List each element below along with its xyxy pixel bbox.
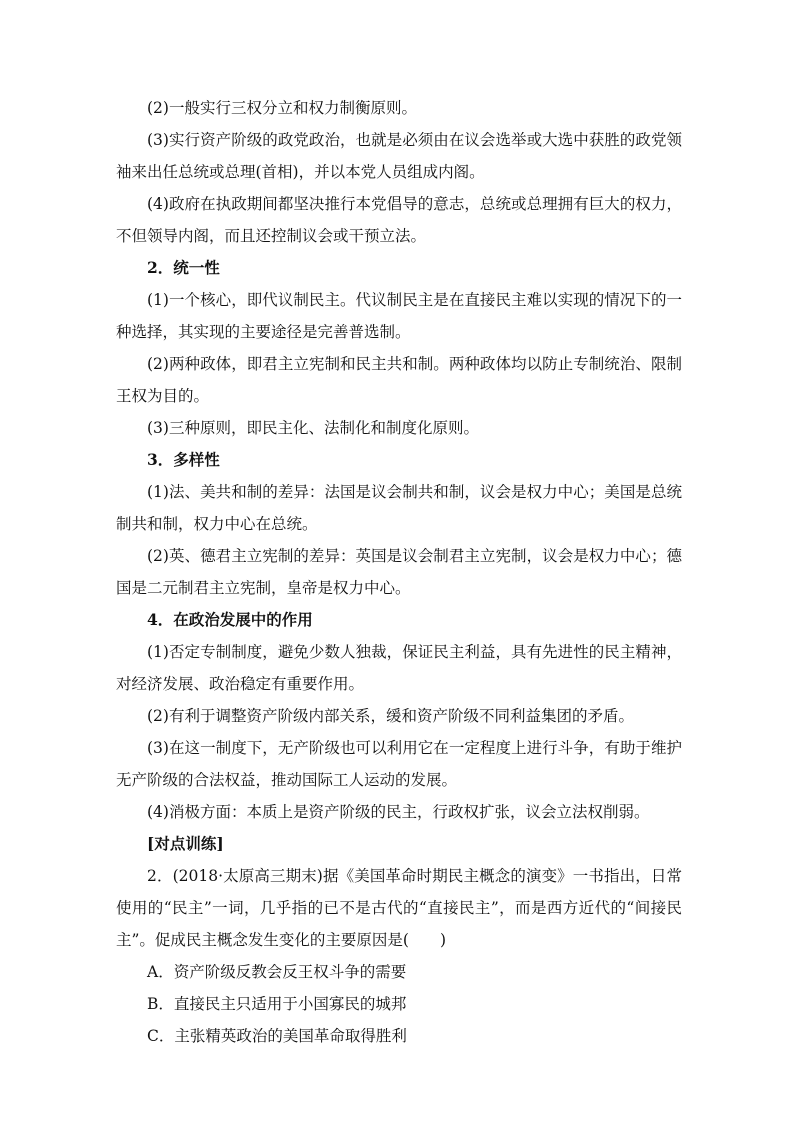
paragraph: (4)消极方面：本质上是资产阶级的民主，行政权扩张，议会立法权削弱。 (147, 803, 650, 821)
paragraph: (3)在这一制度下，无产阶级也可以利用它在一定程度上进行斗争，有助于维护无产阶级的合法权益，推动国际工人运动的发展。 (116, 739, 682, 789)
question-stem: 2．(2018·太原高三期末)据《美国革命时期民主概念的演变》一书指出，日常使用的“民主”一词，几乎指的已不是古代的“直接民主”，而是西方近代的“间接民主”。促成民主概念发生变化的主要原因是( ) (116, 867, 682, 949)
paragraph: (3)三种原则，即民主化、法制化和制度化原则。 (147, 419, 479, 437)
paragraph: (3)实行资产阶级的政党政治，也就是必须由在议会选举或大选中获胜的政党领袖来出任总统或总理(首相)，并以本党人员组成内阁。 (116, 131, 682, 181)
section-heading: 3．多样性 (147, 450, 220, 469)
paragraph: (1)否定专制制度，避免少数人独裁，保证民主利益，具有先进性的民主精神，对经济发展、政治稳定有重要作用。 (116, 643, 682, 693)
exercise-heading: [对点训练] (147, 834, 224, 853)
section-heading: 4．在政治发展中的作用 (147, 610, 313, 629)
paragraph: (1)一个核心，即代议制民主。代议制民主是在直接民主难以实现的情况下的一种选择，其实现的主要途径是完善普选制。 (116, 291, 682, 341)
document-page (116, 92, 682, 1052)
paragraph: (2)两种政体，即君主立宪制和民主共和制。两种政体均以防止专制统治、限制王权为目的。 (116, 355, 682, 405)
section-heading: 2．统一性 (147, 258, 220, 277)
paragraph: (2)有利于调整资产阶级内部关系，缓和资产阶级不同利益集团的矛盾。 (147, 707, 634, 725)
option-b: B．直接民主只适用于小国寡民的城邦 (147, 995, 407, 1013)
paragraph: (4)政府在执政期间都坚决推行本党倡导的意志，总统或总理拥有巨大的权力，不但领导内阁，而且还控制议会或干预立法。 (116, 195, 682, 245)
paragraph: (2)一般实行三权分立和权力制衡原则。 (147, 99, 417, 117)
paragraph: (1)法、美共和制的差异：法国是议会制共和制，议会是权力中心；美国是总统制共和制，权力中心在总统。 (116, 483, 682, 533)
paragraph: (2)英、德君主立宪制的差异：英国是议会制君主立宪制，议会是权力中心；德国是二元制君主立宪制，皇帝是权力中心。 (116, 547, 682, 597)
option-a: A．资产阶级反教会反王权斗争的需要 (147, 963, 407, 981)
option-c: C．主张精英政治的美国革命取得胜利 (147, 1027, 407, 1045)
